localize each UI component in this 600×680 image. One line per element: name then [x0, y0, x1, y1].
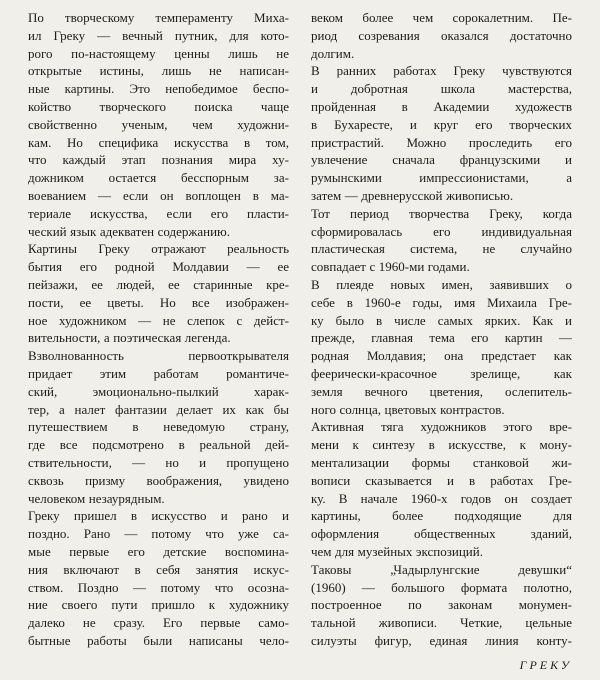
text-line: Греку пришел в искусство и рано и: [28, 508, 289, 524]
text-line: человеком незаурядным.: [28, 490, 165, 506]
text-line: поздно. Рано — потому что уже са-: [28, 526, 289, 542]
text-line: свойственно ученым, чем художни-: [28, 116, 289, 132]
text-line: тер, а налет фантазии делает их как бы: [28, 401, 289, 417]
text-line: совпадает с 1960-ми годами.: [311, 259, 470, 275]
text-line: ствительности, — но и пропущено: [28, 454, 289, 470]
text-line: ку было в числе самых ярких. Как и: [311, 312, 572, 328]
text-line: что каждый этап познания мира ху-: [28, 152, 289, 168]
text-line: бытия его родной Молдавии — ее: [28, 259, 289, 275]
text-line: себе в 1960-е годы, имя Михаила Гре-: [311, 294, 572, 310]
text-line: Тот период творчества Греку, когда: [311, 205, 572, 221]
text-line: В плеяде новых имен, заявивших о: [311, 276, 572, 292]
text-line: пости, ее цветы. Но все изображен-: [28, 294, 289, 310]
text-line: где все подсмотрено в реальной дей-: [28, 437, 289, 453]
text-line: мени к синтезу в искусстве, к мону-: [311, 437, 572, 453]
text-line: Таковы „Чадырлунгские девушки“: [311, 561, 572, 577]
text-column-left: [28, 9, 289, 650]
text-line: ние своего пути пришло к художнику: [28, 597, 289, 613]
running-footer: ГРЕКУ: [519, 658, 572, 672]
text-line: затем — древнерусской живописью.: [311, 187, 514, 203]
text-line: чем для музейных экспозиций.: [311, 543, 483, 559]
text-line: В ранних работах Греку чувствуются: [311, 63, 572, 79]
text-line: Активная тяга художников этого вре-: [311, 419, 572, 435]
text-line: далеко не сразу. Его первые само-: [28, 615, 289, 631]
text-line: бытные работы были написаны чело-: [28, 632, 289, 648]
text-line: открытые истины, лишь не написан-: [28, 63, 289, 79]
text-line: ные картины. Это непобедимое беспо-: [28, 81, 289, 97]
text-line: силуэты фигур, единая линия конту-: [311, 632, 572, 648]
text-line: Взволнованность первооткрывателя: [28, 348, 289, 364]
text-line: ного солнца, цветовых контрастов.: [311, 401, 505, 417]
text-line: румынскими импрессионистами, а: [311, 170, 572, 186]
text-line: ческий язык адекватен содержанию.: [28, 223, 231, 239]
text-line: риод созревания оказался достаточно: [311, 27, 572, 43]
text-line: Картины Греку отражают реальность: [28, 241, 289, 257]
text-line: прежде, главная тема его картин —: [311, 330, 572, 346]
text-line: койство творческого поиска чаще: [28, 98, 289, 114]
text-line: в Бухаресте, и круг его творческих: [311, 116, 572, 132]
text-line: ментализации формы станковой жи-: [311, 454, 572, 470]
text-line: пройденная в Академии художеств: [311, 98, 572, 114]
text-line: картины, более подходящие для: [311, 508, 572, 524]
text-line: сформировалась его индивидуальная: [311, 223, 572, 239]
text-line: ное художником — не слепок с дейст-: [28, 312, 289, 328]
text-line: По творческому темпераменту Миха-: [28, 10, 289, 25]
text-line: воеванием — если он воплощен в ма-: [28, 187, 289, 203]
text-line: кам. Но специфика искусства в том,: [28, 134, 289, 150]
text-column-right: [311, 9, 572, 650]
text-line: пристрастий. Можно проследить его: [311, 134, 572, 150]
text-line: веком более чем сорокалетним. Пе-: [311, 10, 572, 25]
text-line: териале искусства, если его пласти-: [28, 205, 289, 221]
text-line: ский, эмоционально-пылкий харак-: [28, 383, 289, 399]
text-line: вописи сказывается и в работах Гре-: [311, 472, 572, 488]
text-line: оформления общественных зданий,: [311, 526, 572, 542]
text-line: рого по-настоящему ценны лишь не: [28, 45, 289, 61]
text-line: придает этим работам романтиче-: [28, 365, 289, 381]
text-line: увлечение сначала французскими и: [311, 152, 572, 168]
text-line: путешествием в неведомую страну,: [28, 419, 289, 435]
text-line: вительности, а поэтическая легенда.: [28, 330, 231, 346]
text-line: феерически-красочное зрелище, как: [311, 365, 572, 381]
text-line: (1960) — большого формата полотно,: [311, 579, 572, 595]
text-line: ил Греку — вечный путник, для кото-: [28, 27, 289, 43]
text-line: долгим.: [311, 45, 355, 61]
text-line: мые первые его детские воспомина-: [28, 543, 289, 559]
text-line: построенное по законам монумен-: [311, 597, 572, 613]
text-line: ку. В начале 1960-х годов он создает: [311, 490, 572, 506]
text-line: родная Молдавия; она предстает как: [311, 348, 572, 364]
text-line: и добротная школа мастерства,: [311, 81, 572, 97]
text-line: ством. Поздно — потому что осозна-: [28, 579, 289, 595]
text-line: ния включают в себя занятия искус-: [28, 561, 289, 577]
text-line: пластическая система, не случайно: [311, 241, 572, 257]
text-line: дожником остается бесспорным за-: [28, 170, 289, 186]
text-line: пейзажи, ее людей, ее старинные кре-: [28, 276, 289, 292]
text-line: сквозь призму воображения, увидено: [28, 472, 289, 488]
text-line: тальной живописи. Четкие, цельные: [311, 615, 572, 631]
text-line: земля вечного цветения, ослепитель-: [311, 383, 572, 399]
